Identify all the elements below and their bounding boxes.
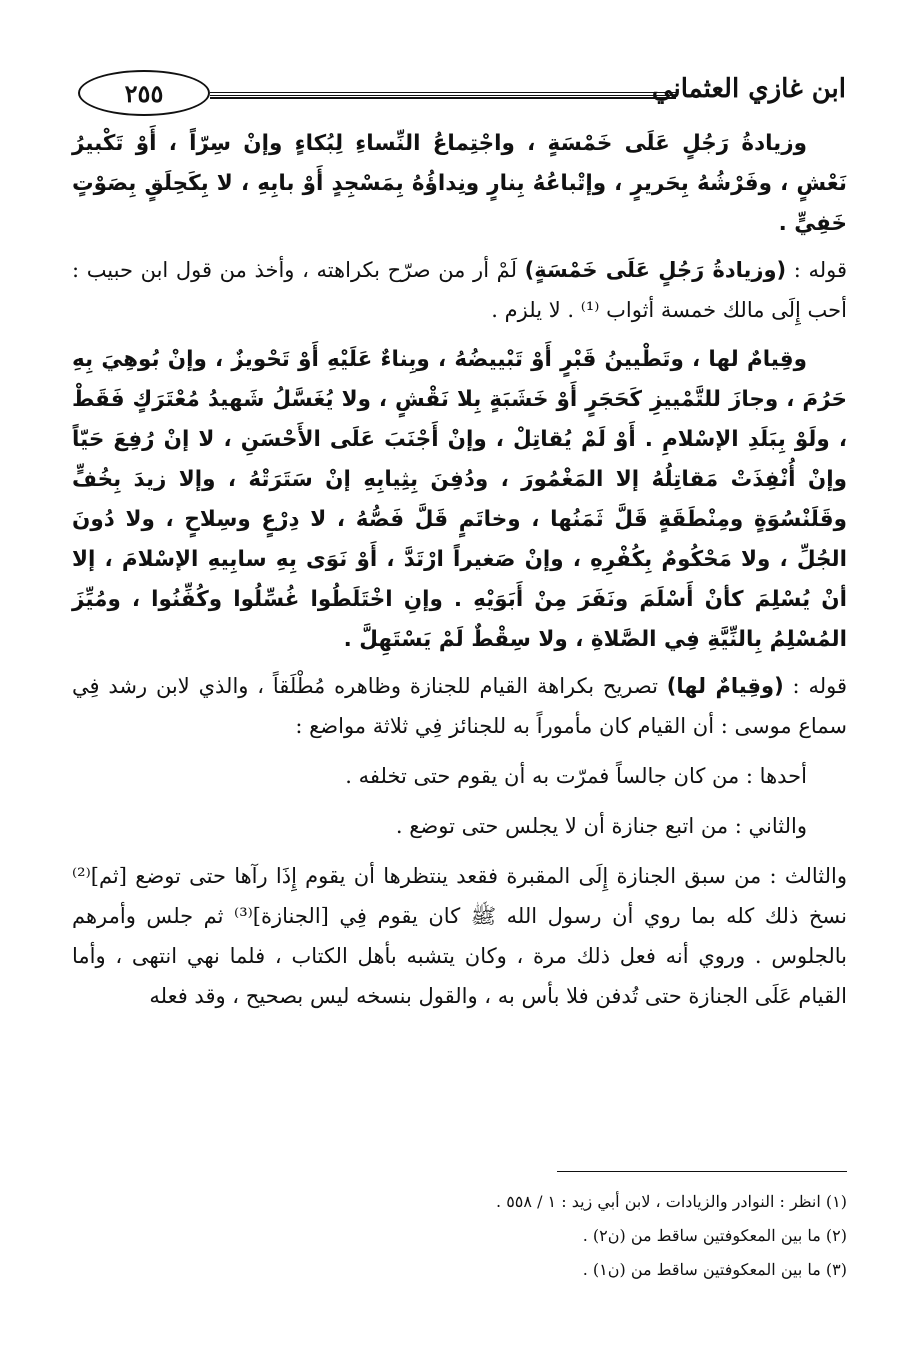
page-header	[78, 70, 846, 116]
sharh-quote: (وزيادةُ رَجُلٍ عَلَى خَمْسَةٍ)	[524, 258, 787, 282]
page-body	[72, 124, 847, 1016]
footnote-1: (١) انظر : النوادر والزيادات ، لابن أبي زيد : ١ / ٥٥٨ .	[496, 1192, 847, 1211]
sharh-lead: قوله :	[786, 258, 847, 282]
sharh-text: تصريح بكراهة القيام للجنازة وظاهره مُطْلَقاً ، والذي لابن رشد فِي سماع موسى : أن القيام كان مأموراً به للجنائز فِي ثلاثة مواضع :	[72, 674, 847, 738]
page-number: ٢٥٥	[124, 78, 164, 108]
matn-paragraph-1: وزيادةُ رَجُلٍ عَلَى خَمْسَةٍ ، واجْتِماعُ النِّساءِ لِبُكاءٍ وإنْ سِرّاً ، أَوْ تَكْبيرُ نَعْشٍ ، وفَرْشُهُ بِحَريرٍ ، وإتْباعُهُ بِنارٍ ونِداؤُهُ بِمَسْجِدٍ أَوْ بابِهِ ، لا بِكَحِلَقٍ بِصَوْتٍ خَفِيٍّ .	[72, 131, 847, 236]
footnote-2: (٢) ما بين المعكوفتين ساقط من (ن٢) .	[582, 1226, 847, 1245]
footnote-divider	[557, 1171, 847, 1172]
footnote-3: (٣) ما بين المعكوفتين ساقط من (ن١) .	[582, 1260, 847, 1279]
sharh-lead: قوله :	[783, 674, 847, 698]
sharh-point-first: أحدها : من كان جالساً فمرّت به أن يقوم حتى تخلفه .	[345, 764, 807, 788]
running-title: ابن غازي العثماني	[651, 74, 846, 104]
header-rule	[210, 92, 676, 96]
matn-paragraph-2: وقِيامٌ لها ، وتَطْيينُ قَبْرٍ أَوْ تَبْييضُهُ ، وبِناءٌ عَلَيْهِ أَوْ تَحْويزٌ ، وإنْ بُوهِيَ بِهِ حَرُمَ ، وجازَ للتَّمْييزِ كَحَجَرٍ أَوْ خَشَبَةٍ بِلا نَقْشٍ ، ولا يُغَسَّلُ شَهيدُ مُعْتَرَكٍ فَقَطْ ، ولَوْ بِبَلَدِ الإسْلامِ . أَوْ لَمْ يُقاتِلْ ، وإنْ أَجْنَبَ عَلَى الأَحْسَنِ ، لا إنْ رُفِعَ حَيّاً وإنْ أُنْفِذَتْ مَقاتِلُهُ إلا المَغْمُورَ ، ودُفِنَ بِثِيابِهِ إنْ سَتَرَتْهُ ، وإلا زيدَ بِخُفٍّ وقَلَنْسُوَةٍ ومِنْطَقَةٍ قَلَّ ثَمَنُها ، وخاتَمٍ قَلَّ فَصُّهُ ، لا دِرْعٍ وسِلاحٍ ، ولا دُونَ الجُلِّ ، ولا مَحْكُومٌ بِكُفْرِهِ ، وإنْ صَغيراً ارْتَدَّ ، أَوْ نَوَى بِهِ سابِيهِ الإسْلامَ ، إلا أنْ يُسْلِمَ كأنْ أَسْلَمَ ونَفَرَ مِنْ أَبَوَيْهِ . وإنِ اخْتَلَطُوا غُسِّلُوا وكُفِّنُوا ، ومُيِّزَ المُسْلِمُ بِالنِّيَّةِ فِي الصَّلاةِ ، ولا سِقْطٌ لَمْ يَسْتَهِلَّ .	[72, 347, 847, 652]
sharh-point-second: والثاني : من اتبع جنازة أن لا يجلس حتى توضع .	[395, 814, 807, 838]
footnotes	[72, 1185, 847, 1287]
header-rule-lower	[210, 97, 676, 99]
sharh-paragraph-2	[72, 666, 847, 746]
page-number-badge	[78, 70, 210, 116]
sharh-text: والثالث : من سبق الجنازة إِلَى المقبرة فقعد ينتظرها أن يقوم إِذَا رآها حتى توضع [ثم]⁽²⁾ نسخ ذلك كله بما روي أن رسول الله ﷺ كان يقوم فِي [الجنازة]⁽³⁾ ثم جلس وأمرهم بالجلوس . وروي أنه فعل ذلك مرة ، وكان يتشبه بأهل الكتاب ، فلما نهي انتهى ، وأما القيام عَلَى الجنازة حتى تُدفن فلا بأس به ، والقول بنسخه ليس بصحيح ، وقد فعله	[72, 864, 847, 1008]
sharh-quote: (وقِيامٌ لها)	[666, 674, 784, 698]
sharh-paragraph-3	[72, 856, 847, 1016]
sharh-text: لَمْ أر من صرّح بكراهته ، وأخذ من قول ابن حبيب : أحب إِلَى مالك خمسة أثواب ⁽¹⁾ . لا يلزم .	[72, 258, 847, 322]
sharh-paragraph-1	[72, 250, 847, 330]
